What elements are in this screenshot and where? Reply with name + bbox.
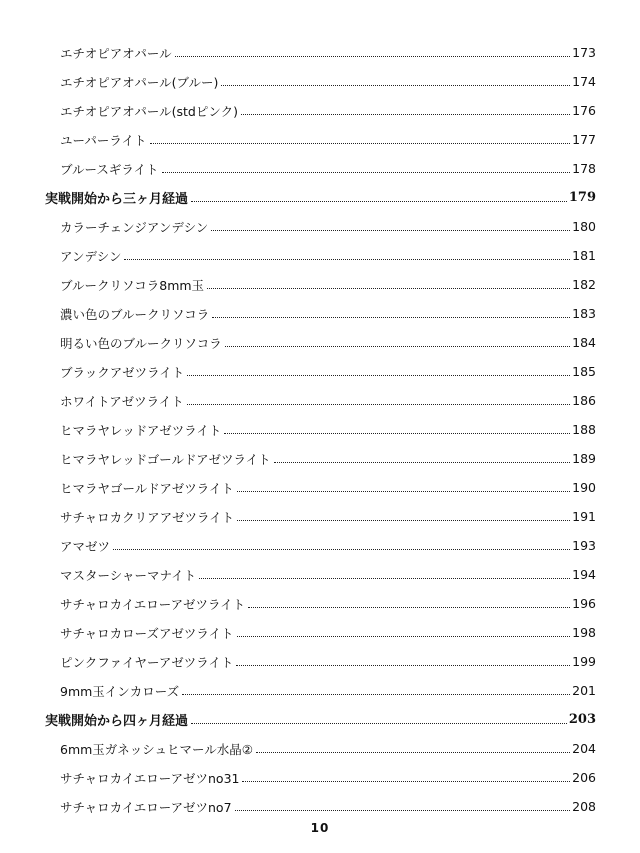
toc-entry-row — [0, 357, 596, 386]
toc-entry-row — [0, 763, 596, 792]
dot-leader — [199, 578, 570, 579]
toc-page-number: 186 — [572, 393, 596, 408]
toc-page-number: 181 — [572, 248, 596, 263]
toc-section-row — [0, 705, 596, 734]
toc-page-number: 193 — [572, 538, 596, 553]
toc-page-number: 196 — [572, 596, 596, 611]
dot-leader — [162, 172, 571, 173]
toc-page-number: 174 — [572, 74, 596, 89]
toc-entry-row — [0, 792, 596, 821]
dot-leader — [224, 433, 570, 434]
toc-page-number: 191 — [572, 509, 596, 524]
toc-title: エチオピアオパール(ブルー) — [60, 74, 219, 90]
toc-title: ピンクファイヤーアゼツライト — [60, 654, 234, 670]
toc-title: アンデシン — [60, 248, 122, 264]
toc-title: アマゼツ — [60, 538, 111, 554]
toc-entry-row — [0, 415, 596, 444]
toc-page-number: 189 — [572, 451, 596, 466]
toc-page-number: 190 — [572, 480, 596, 495]
toc-page-number: 173 — [572, 45, 596, 60]
toc-entry-row — [0, 67, 596, 96]
dot-leader — [225, 346, 570, 347]
toc-title: 実戦開始から三ヶ月経過 — [45, 192, 189, 207]
dot-leader — [221, 85, 570, 86]
toc-page-number: 204 — [572, 741, 596, 756]
dot-leader — [124, 259, 570, 260]
dot-leader — [187, 375, 570, 376]
table-of-contents — [0, 38, 640, 821]
toc-entry-row — [0, 299, 596, 328]
toc-page-number: 206 — [572, 770, 596, 785]
toc-page-number: 179 — [568, 190, 596, 205]
toc-entry-row — [0, 531, 596, 560]
toc-page-number: 198 — [572, 625, 596, 640]
toc-entry-row — [0, 125, 596, 154]
toc-entry-row — [0, 154, 596, 183]
toc-page-number: 194 — [572, 567, 596, 582]
toc-page-number: 199 — [572, 654, 596, 669]
toc-page-number: 203 — [568, 712, 596, 727]
toc-title: ブラックアゼツライト — [60, 364, 185, 380]
dot-leader — [242, 781, 570, 782]
toc-page-number: 208 — [572, 799, 596, 814]
toc-title: サチャロカローズアゼツライト — [60, 625, 234, 641]
toc-entry-row — [0, 38, 596, 67]
toc-title: 明るい色のブルークリソコラ — [60, 335, 222, 351]
toc-page-number: 180 — [572, 219, 596, 234]
toc-entry-row — [0, 328, 596, 357]
dot-leader — [237, 520, 570, 521]
dot-leader — [256, 752, 570, 753]
dot-leader — [248, 607, 570, 608]
dot-leader — [274, 462, 571, 463]
toc-page-number: 184 — [572, 335, 596, 350]
toc-page-number: 178 — [572, 161, 596, 176]
toc-page-number: 182 — [572, 277, 596, 292]
toc-entry-row — [0, 676, 596, 705]
toc-entry-row — [0, 502, 596, 531]
toc-title: エチオピアオパール — [60, 45, 172, 61]
dot-leader — [235, 810, 571, 811]
toc-entry-row — [0, 212, 596, 241]
toc-page-number: 185 — [572, 364, 596, 379]
toc-title: 実戦開始から四ヶ月経過 — [45, 714, 189, 729]
toc-title: 濃い色のブルークリソコラ — [60, 306, 210, 322]
toc-title: マスターシャーマナイト — [60, 567, 197, 583]
toc-title: サチャロカクリアアゼツライト — [60, 509, 235, 525]
toc-title: ブルースギライト — [60, 161, 159, 177]
dot-leader — [191, 723, 567, 724]
dot-leader — [187, 404, 570, 405]
dot-leader — [175, 56, 571, 57]
toc-page-number: 188 — [572, 422, 596, 437]
toc-entry-row — [0, 270, 596, 299]
toc-page-number: 201 — [572, 683, 596, 698]
toc-title: 9mm玉インカローズ — [60, 683, 180, 699]
dot-leader — [237, 491, 570, 492]
toc-page-number: 177 — [572, 132, 596, 147]
toc-title: サチャロカイエローアゼツno7 — [60, 799, 232, 815]
toc-title: 6mm玉ガネッシュヒマール水晶② — [60, 741, 254, 757]
toc-title: サチャロカイエローアゼツno31 — [60, 770, 240, 786]
dot-leader — [207, 288, 570, 289]
dot-leader — [211, 230, 570, 231]
toc-entry-row — [0, 560, 596, 589]
toc-section-row — [0, 183, 596, 212]
toc-page-number: 183 — [572, 306, 596, 321]
toc-title: ヒマラヤゴールドアゼツライト — [60, 480, 234, 496]
page-number: 10 — [310, 821, 330, 835]
toc-entry-row — [0, 444, 596, 473]
toc-entry-row — [0, 96, 596, 125]
toc-page-number: 176 — [572, 103, 596, 118]
toc-title: エチオピアオパール(stdピンク) — [60, 103, 238, 119]
toc-title: ヒマラヤレッドゴールドアゼツライト — [60, 451, 271, 467]
toc-entry-row — [0, 589, 596, 618]
toc-entry-row — [0, 241, 596, 270]
toc-title: ホワイトアゼツライト — [60, 393, 184, 409]
toc-entry-row — [0, 647, 596, 676]
dot-leader — [150, 143, 571, 144]
dot-leader — [236, 665, 570, 666]
toc-entry-row — [0, 386, 596, 415]
dot-leader — [182, 694, 570, 695]
toc-title: ブルークリソコラ8mm玉 — [60, 277, 205, 293]
dot-leader — [241, 114, 570, 115]
dot-leader — [212, 317, 570, 318]
toc-title: ユーパーライト — [60, 132, 147, 148]
toc-title: ヒマラヤレッドアゼツライト — [60, 422, 222, 438]
toc-entry-row — [0, 734, 596, 763]
toc-entry-row — [0, 473, 596, 502]
dot-leader — [237, 636, 571, 637]
dot-leader — [113, 549, 570, 550]
toc-title: カラーチェンジアンデシン — [60, 219, 209, 235]
dot-leader — [191, 201, 567, 202]
toc-title: サチャロカイエローアゼツライト — [60, 596, 246, 612]
toc-entry-row — [0, 618, 596, 647]
